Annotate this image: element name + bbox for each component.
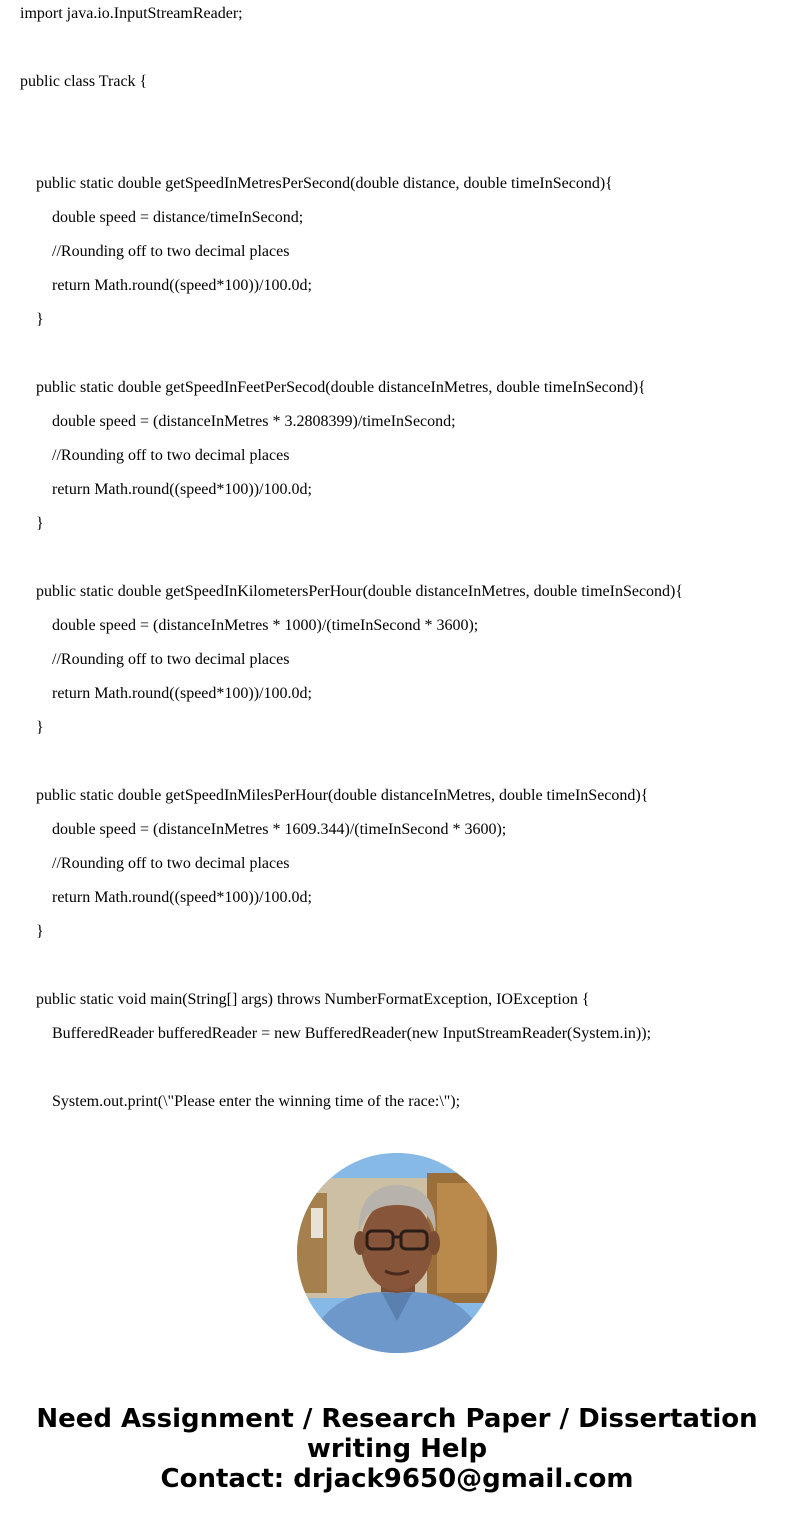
code-line: public static double getSpeedInKilometersPerHour(double distanceInMetres, double timeInSecond){	[36, 583, 684, 600]
code-line: }	[36, 311, 44, 328]
footer-promo-line1: Need Assignment / Research Paper / Dissertation	[36, 1404, 758, 1434]
code-line: double speed = distance/timeInSecond;	[52, 209, 304, 226]
code-line: double speed = (distanceInMetres * 1000)/(timeInSecond * 3600);	[52, 617, 479, 634]
code-line: //Rounding off to two decimal places	[52, 651, 290, 668]
code-line: System.out.print(\"Please enter the winning time of the race:\");	[52, 1093, 461, 1110]
code-line: public class Track {	[20, 73, 148, 90]
code-line: return Math.round((speed*100))/100.0d;	[52, 277, 312, 294]
author-avatar	[297, 1153, 497, 1353]
footer-promo-line2: writing Help	[306, 1434, 488, 1464]
person-photo-icon	[297, 1153, 497, 1353]
code-line: return Math.round((speed*100))/100.0d;	[52, 889, 312, 906]
code-line: //Rounding off to two decimal places	[52, 855, 290, 872]
code-line: //Rounding off to two decimal places	[52, 243, 290, 260]
code-line: public static void main(String[] args) throws NumberFormatException, IOException {	[36, 991, 590, 1008]
code-line: double speed = (distanceInMetres * 3.2808399)/timeInSecond;	[52, 413, 456, 430]
code-line: public static double getSpeedInMilesPerHour(double distanceInMetres, double timeInSecond){	[36, 787, 649, 804]
code-line: import java.io.InputStreamReader;	[20, 5, 243, 22]
code-line: return Math.round((speed*100))/100.0d;	[52, 685, 312, 702]
code-line: return Math.round((speed*100))/100.0d;	[52, 481, 312, 498]
code-line: }	[36, 719, 44, 736]
code-line: }	[36, 515, 44, 532]
code-line: }	[36, 923, 44, 940]
code-line: public static double getSpeedInFeetPerSecod(double distanceInMetres, double timeInSecond){	[36, 379, 646, 396]
code-line: public static double getSpeedInMetresPerSecond(double distance, double timeInSecond){	[36, 175, 613, 192]
code-line: double speed = (distanceInMetres * 1609.344)/(timeInSecond * 3600);	[52, 821, 507, 838]
footer-contact: Contact: drjack9650@gmail.com	[160, 1464, 634, 1494]
code-line: BufferedReader bufferedReader = new BufferedReader(new InputStreamReader(System.in));	[52, 1025, 652, 1042]
code-line: //Rounding off to two decimal places	[52, 447, 290, 464]
